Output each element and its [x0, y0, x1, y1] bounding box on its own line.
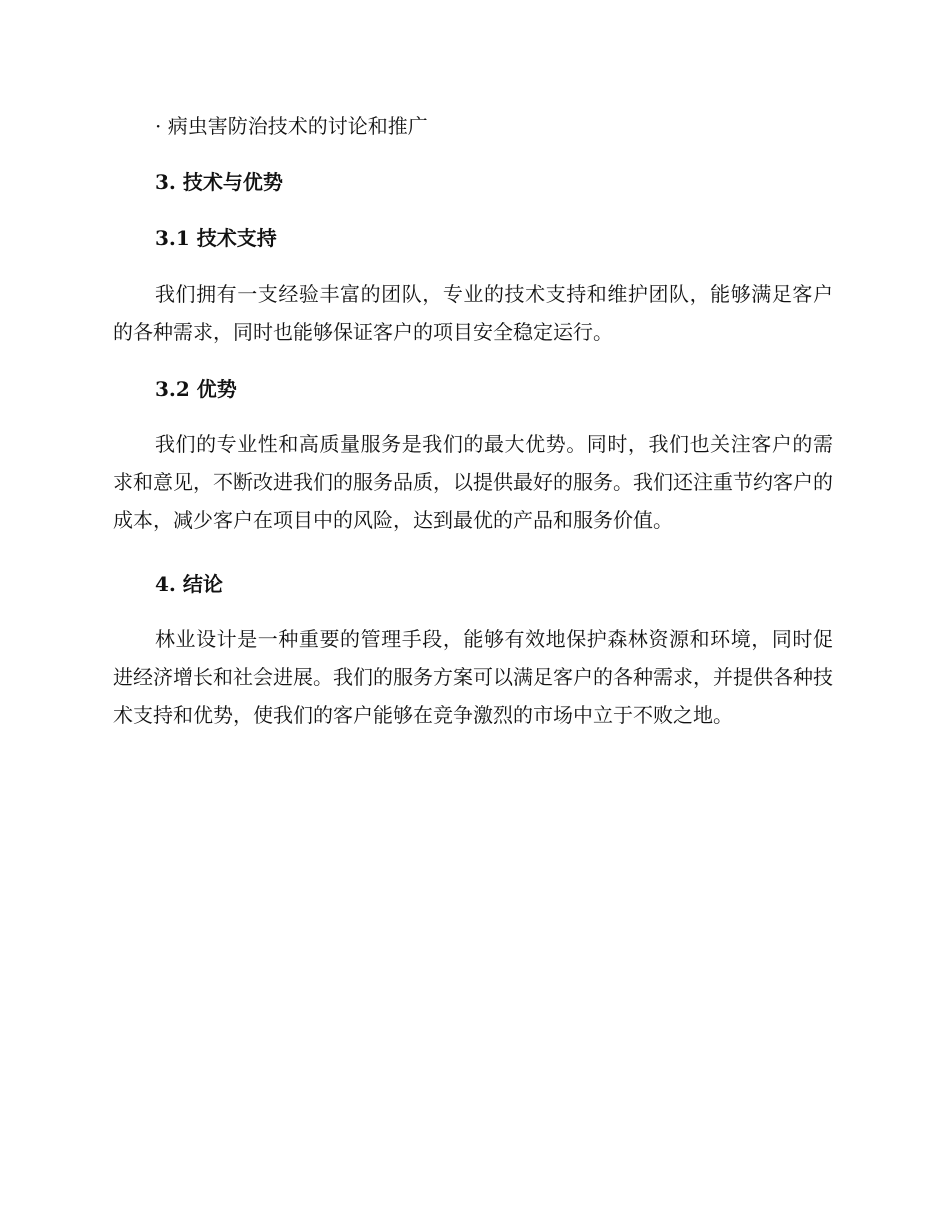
section-3-2-heading: 3.2 优势 [155, 377, 237, 401]
section-4-heading: 4. 结论 [155, 572, 223, 596]
section-3-1-heading: 3.1 技术支持 [155, 226, 277, 250]
section-3-1-paragraph: 我们拥有一支经验丰富的团队，专业的技术支持和维护团队，能够满足客户的各种需求，同时也能够保证客户的项目安全稳定运行。 [113, 282, 833, 344]
bullet-item-pest-control: · 病虫害防治技术的讨论和推广 [155, 114, 428, 138]
section-4-paragraph: 林业设计是一种重要的管理手段，能够有效地保护森林资源和环境，同时促进经济增长和社会进展。我们的服务方案可以满足客户的各种需求，并提供各种技术支持和优势，使我们的客户能够在竞争激烈的市场中立于不败之地。 [113, 627, 833, 727]
section-3-heading: 3. 技术与优势 [155, 170, 283, 194]
section-3-2-paragraph: 我们的专业性和高质量服务是我们的最大优势。同时，我们也关注客户的需求和意见，不断改进我们的服务品质，以提供最好的服务。我们还注重节约客户的成本，减少客户在项目中的风险，达到最优的产品和服务价值。 [113, 432, 833, 532]
